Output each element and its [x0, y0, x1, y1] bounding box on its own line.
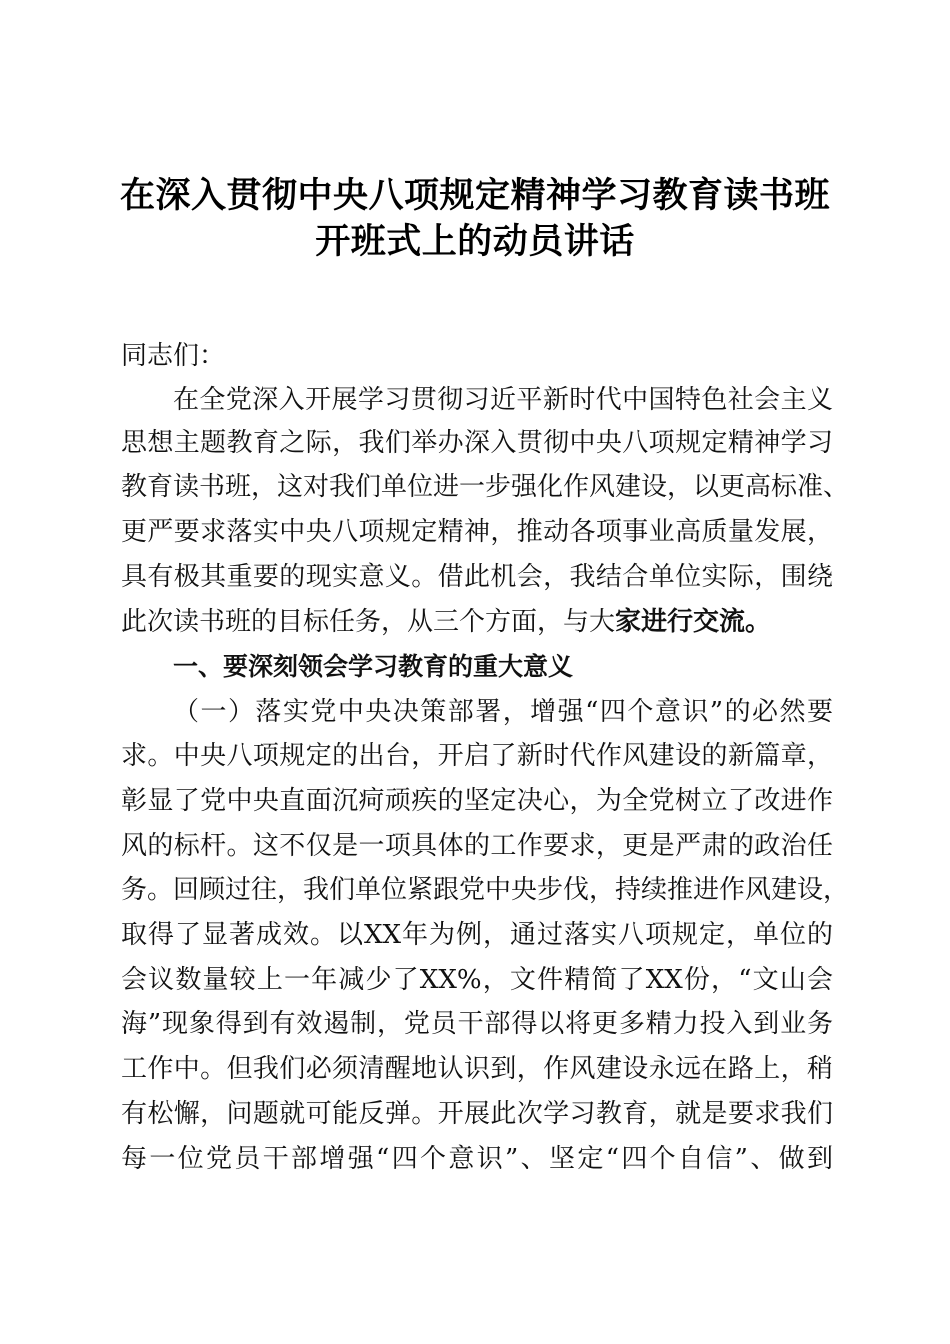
paragraph-line: 工作中。但我们必须清醒地认识到，作风建设永远在路上，稍 [121, 1054, 833, 1084]
paragraph-line: 彰显了党中央直面沉疴顽疾的坚定决心，为全党树立了改进作 [121, 786, 833, 816]
paragraph-line: 在全党深入开展学习贯彻习近平新时代中国特色社会主义 [173, 385, 833, 415]
paragraph-line: 务。回顾过往，我们单位紧跟党中央步伐，持续推进作风建设， [121, 875, 850, 905]
paragraph-line: 具有极其重要的现实意义。借此机会，我结合单位实际，围绕 [121, 562, 833, 592]
subheading-1: （一）落实党中央决策部署，增强“四个意识”的必然要 [173, 697, 833, 727]
paragraph-line: 教育读书班，这对我们单位进一步强化作风建设，以更高标准、 [121, 472, 850, 502]
paragraph-line: 更严要求落实中央八项规定精神，推动各项事业高质量发展， [121, 517, 833, 547]
paragraph-line: 有松懈，问题就可能反弹。开展此次学习教育，就是要求我们 [121, 1099, 833, 1129]
paragraph-line: 取得了显著成效。以XX年为例，通过落实八项规定，单位的 [121, 920, 833, 950]
paragraph-line: 风的标杆。这不仅是一项具体的工作要求，更是严肃的政治任 [121, 831, 833, 861]
paragraph-line: 思想主题教育之际，我们举办深入贯彻中央八项规定精神学习 [121, 428, 833, 458]
paragraph-line: 海”现象得到有效遏制，党员干部得以将更多精力投入到业务 [121, 1009, 833, 1039]
paragraph-line: 求。中央八项规定的出台，开启了新时代作风建设的新篇章， [121, 741, 833, 771]
salutation: 同志们： [121, 341, 226, 371]
paragraph-text-emphasis: 家进行交流。 [615, 607, 772, 637]
paragraph-line: 每一位党员干部增强“四个意识”、坚定“四个自信”、做到 [121, 1144, 833, 1174]
document-title-line-1: 在深入贯彻中央八项规定精神学习教育读书班 [119, 176, 830, 216]
document-title-line-2: 开班式上的动员讲话 [315, 222, 635, 262]
paragraph-text: 此次读书班的目标任务，从三个方面，与大 [121, 607, 616, 637]
paragraph-line: 会议数量较上一年减少了XX%，文件精简了XX份，“文山会 [121, 965, 833, 995]
section-heading-1: 一、要深刻领会学习教育的重大意义 [173, 652, 574, 681]
paragraph-line-last [121, 605, 833, 639]
